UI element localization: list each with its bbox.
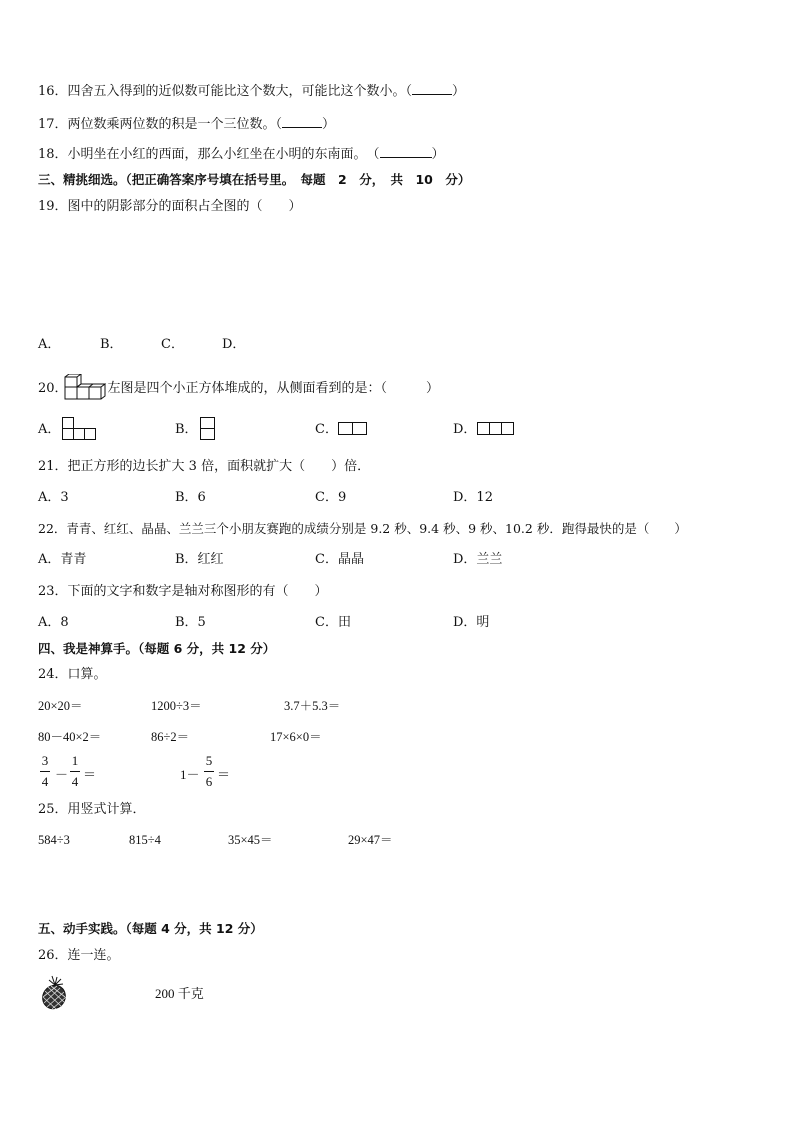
q20-option-a-shape[interactable] — [62, 417, 98, 441]
question-22-text: 22．青青、红红、晶晶、兰兰三个小朋友赛跑的成绩分别是 9.2 秒、9.4 秒、9 秒、10.2 秒．跑得最快的是（ ） — [38, 521, 687, 536]
stacked-cubes-figure — [64, 374, 106, 402]
one-minus: 1－ — [180, 767, 200, 782]
q21-option-b[interactable]: B．6 — [175, 490, 206, 505]
question-20-text: 左图是四个小正方体堆成的，从侧面看到的是：（ ） — [107, 381, 440, 396]
mental-calc-item: 3.7＋5.3＝ — [284, 699, 341, 713]
question-16: 16．四舍五入得到的近似数可能比这个数大，可能比这个数小。（ ） — [38, 84, 466, 99]
q20-option-d-shape[interactable] — [477, 422, 517, 436]
mental-calc-item: 1200÷3＝ — [151, 699, 202, 713]
vertical-calc-item: 35×45＝ — [228, 833, 273, 847]
q20-option-c[interactable]: C． — [315, 422, 338, 437]
q22-option-b[interactable]: B．红红 — [175, 552, 224, 567]
q21-option-a[interactable]: A．3 — [38, 490, 69, 505]
vertical-calc-item: 29×47＝ — [348, 833, 393, 847]
fraction-five-sixths: 5 6 — [205, 753, 213, 789]
q21-option-d[interactable]: D．12 — [453, 490, 493, 505]
q20-option-d[interactable]: D． — [453, 422, 477, 437]
question-17: 17．两位数乘两位数的积是一个三位数。（ ） — [38, 117, 336, 132]
weight-label[interactable]: 200 千克 — [155, 986, 204, 1001]
q22-option-c[interactable]: C．晶晶 — [315, 552, 364, 567]
question-26-text: 26．连一连。 — [38, 948, 120, 963]
question-18-text: 18．小明坐在小红的西面，那么小红坐在小明的东南面。 （ — [38, 147, 380, 162]
q19-option-c[interactable]: C． — [161, 337, 184, 352]
q19-option-a[interactable]: A． — [38, 337, 61, 352]
section-4-heading: 四、我是神算手。（每题 6 分，共 12 分） — [38, 641, 276, 656]
q23-option-b[interactable]: B．5 — [175, 615, 206, 630]
question-18: 18．小明坐在小红的西面，那么小红坐在小明的东南面。 （ ） — [38, 147, 445, 162]
question-19-text: 19．图中的阴影部分的面积占全图的（ ） — [38, 199, 302, 214]
question-25-text: 25．用竖式计算． — [38, 802, 146, 817]
answer-blank[interactable] — [282, 115, 322, 128]
question-17-text: 17．两位数乘两位数的积是一个三位数。（ — [38, 117, 283, 132]
q22-option-a[interactable]: A．青青 — [38, 552, 87, 567]
vertical-calc-item: 584÷3 — [38, 833, 70, 847]
mental-calc-item: 17×6×0＝ — [270, 730, 322, 744]
mental-calc-item: 20×20＝ — [38, 699, 83, 713]
fraction-three-quarters: 3 4 — [41, 753, 49, 789]
pineapple-icon[interactable] — [38, 975, 70, 1011]
question-24-text: 24．口算。 — [38, 667, 107, 682]
q21-option-c[interactable]: C．9 — [315, 490, 347, 505]
section-5-heading: 五、动手实践。（每题 4 分，共 12 分） — [38, 921, 263, 936]
vertical-calc-item: 815÷4 — [129, 833, 161, 847]
equals-sign: ＝ — [217, 767, 231, 782]
q20-option-a[interactable]: A． — [38, 422, 61, 437]
question-16-text: 16．四舍五入得到的近似数可能比这个数大，可能比这个数小。（ — [38, 84, 413, 99]
q20-option-b-shape[interactable] — [200, 417, 216, 441]
question-23-text: 23．下面的文字和数字是轴对称图形的有（ ） — [38, 584, 328, 599]
q23-option-d[interactable]: D．明 — [453, 615, 490, 630]
minus-sign: － — [55, 767, 69, 782]
fraction-one-quarter: 1 4 — [71, 753, 79, 789]
answer-blank[interactable] — [380, 145, 432, 158]
q19-option-d[interactable]: D． — [222, 337, 246, 352]
equals-sign: ＝ — [83, 767, 97, 782]
q20-option-c-shape[interactable] — [338, 422, 368, 436]
q19-option-b[interactable]: B． — [100, 337, 123, 352]
mental-calc-item: 86÷2＝ — [151, 730, 190, 744]
question-20: 20． 左图是四个小正方体堆成的，从侧面看到的是：（ ） — [38, 381, 440, 396]
answer-blank[interactable] — [412, 82, 452, 95]
question-21-text: 21．把正方形的边长扩大 3 倍，面积就扩大（ ）倍． — [38, 459, 371, 474]
q23-option-c[interactable]: C．田 — [315, 615, 351, 630]
q23-option-a[interactable]: A．8 — [38, 615, 69, 630]
q20-option-b[interactable]: B． — [175, 422, 198, 437]
section-3-heading: 三、精挑细选。（把正确答案序号填在括号里。 每题 2 分， 共 10 分） — [38, 172, 471, 187]
mental-calc-item: 80－40×2＝ — [38, 730, 102, 744]
q22-option-d[interactable]: D．兰兰 — [453, 552, 503, 567]
